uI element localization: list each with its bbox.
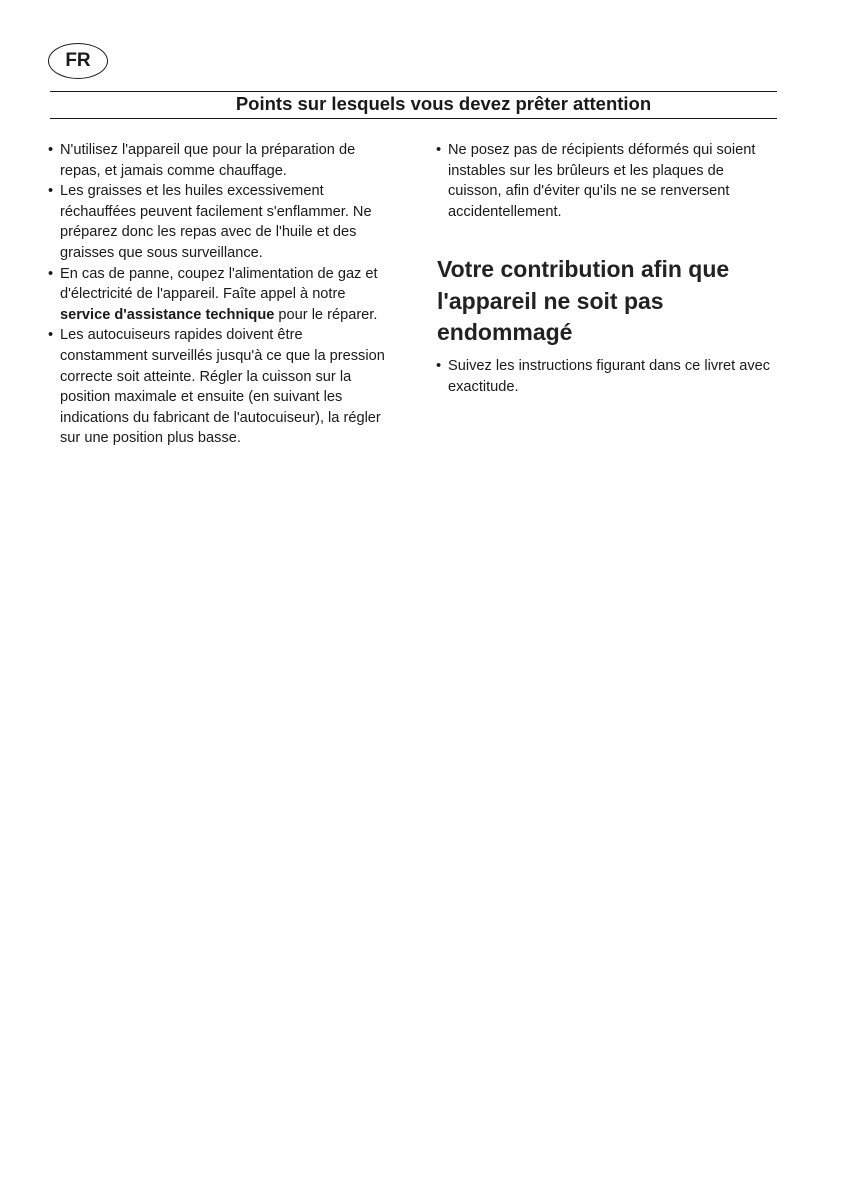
- list-item-text: Les graisses et les huiles excessivement réchauffées peuvent facilement s'enflammer. Ne préparez donc les repas avec de l'huile et des graisses que sous surveillance.: [60, 183, 372, 261]
- list-item: [432, 356, 772, 397]
- right-column-list: [432, 140, 772, 222]
- list-item: [44, 325, 389, 449]
- service-link-text: service d'assistance technique: [60, 306, 275, 323]
- bottom-rule: [50, 118, 777, 119]
- right-column-list-2: [432, 356, 772, 397]
- bullet: •: [48, 327, 54, 344]
- section-title: Points sur lesquels vous devez prêter attention: [235, 93, 652, 114]
- list-item-text: pour le réparer.: [274, 306, 378, 323]
- bullet: •: [48, 183, 54, 200]
- list-item: [44, 140, 389, 181]
- language-code: FR: [65, 50, 91, 71]
- left-column-list: [44, 140, 389, 449]
- list-item: [432, 140, 772, 222]
- bullet: •: [436, 142, 442, 158]
- list-item-text: Suivez les instructions figurant dans ce livret avec exactitude.: [448, 358, 771, 395]
- list-item-text: En cas de panne, coupez l'alimentation de gaz et d'électricité de l'appareil. Faîte appel à notre: [60, 265, 378, 303]
- list-item-text: N'utilisez l'appareil que pour la préparation de repas, et jamais comme chauffage.: [60, 142, 356, 179]
- bullet: •: [48, 265, 54, 282]
- bullet: •: [48, 142, 54, 158]
- list-item: [44, 264, 389, 326]
- bullet: •: [436, 358, 442, 374]
- language-badge: [48, 43, 108, 79]
- subsection-heading: Votre contribution afin que l'appareil ne soit pas endommagé: [437, 256, 730, 345]
- list-item-text: Les autocuiseurs rapides doivent être constamment surveillés jusqu'à ce que la pression correcte soit atteinte. Régler la cuisson sur la position maximale et ensuite (en suivant les indications du fabricant de l'autocuiseur), la régler sur une position plus basse.: [60, 327, 385, 447]
- list-item-text: Ne posez pas de récipients déformés qui soient instables sur les brûleurs et les plaques de cuisson, afin d'éviter qu'ils ne se renversent accidentellement.: [448, 142, 756, 220]
- list-item: [44, 181, 389, 263]
